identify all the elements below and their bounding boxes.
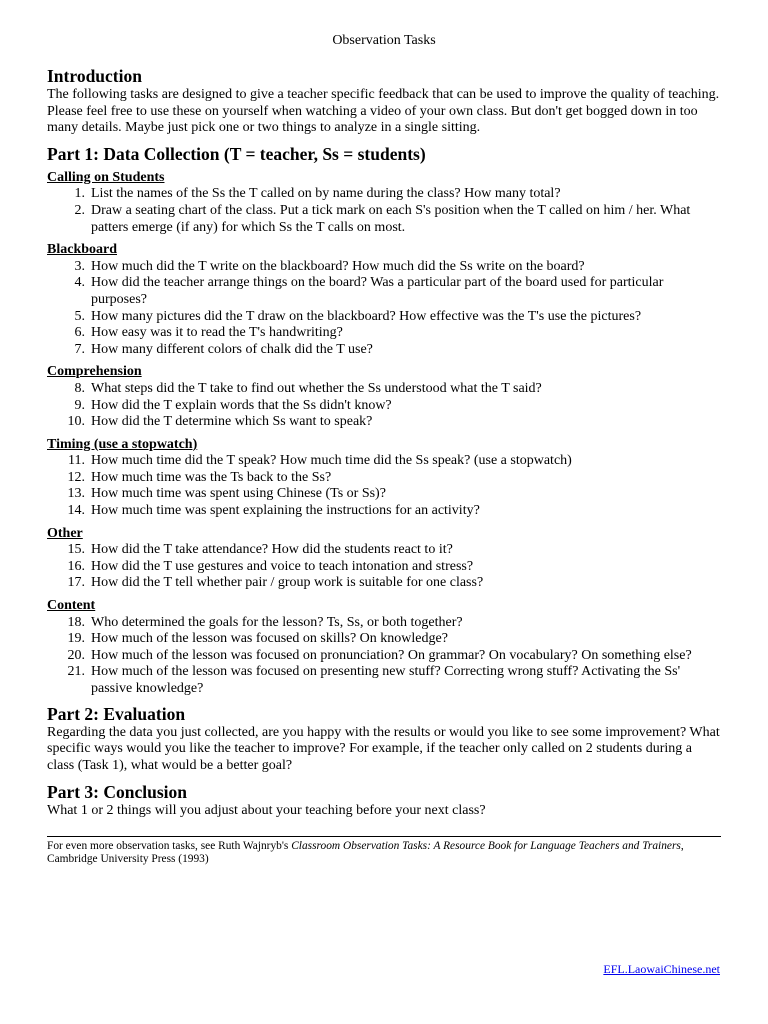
part2-heading: Part 2: Evaluation [47, 703, 186, 724]
item-text: How did the T tell whether pair / group work is suitable for one class? [91, 575, 484, 591]
item-number: 13. [67, 486, 85, 502]
list-item [47, 275, 721, 308]
section [47, 364, 721, 430]
item-number: 18. [67, 614, 85, 630]
item-text: How much of the lesson was focused on pronunciation? On grammar? On vocabulary? On something else? [91, 647, 692, 663]
part1-heading: Part 1: Data Collection (T = teacher, Ss = students) [47, 143, 426, 164]
list-item [47, 453, 721, 470]
part3-text: What 1 or 2 things will you adjust about your teaching before your next class? [47, 803, 486, 819]
item-text: How many pictures did the T draw on the blackboard? How effective was the T's use the pictures? [91, 308, 642, 324]
item-text: How much time was spent explaining the instructions for an activity? [91, 503, 480, 519]
footnote-prefix: For even more observation tasks, see Ruth Wajnryb's [47, 839, 292, 852]
item-text: How did the T take attendance? How did the students react to it? [91, 542, 453, 558]
item-number: 5. [74, 308, 85, 324]
item-text: How did the T explain words that the Ss didn't know? [91, 397, 392, 413]
item-text: What steps did the T take to find out whether the Ss understood what the T said? [91, 380, 542, 396]
section [47, 170, 721, 236]
item-number: 4. [74, 275, 85, 291]
section-heading: Comprehension [47, 364, 142, 380]
item-number: 3. [74, 258, 85, 274]
section-heading: Other [47, 525, 83, 541]
item-text: List the names of the Ss the T called on by name during the class? How many total? [91, 186, 561, 202]
footnote-book-title: Classroom Observation Tasks: A Resource Book for Language Teachers and Trainers [291, 839, 681, 852]
document-page [47, 32, 721, 867]
list-item [47, 414, 721, 431]
list-item [47, 648, 721, 665]
item-number: 17. [67, 575, 85, 591]
task-list [47, 186, 721, 236]
list-item [47, 381, 721, 398]
list-item [47, 631, 721, 648]
footnote [47, 840, 721, 867]
item-number: 1. [74, 186, 85, 202]
list-item [47, 615, 721, 632]
list-item [47, 664, 721, 697]
item-text: How did the teacher arrange things on the board? Was a particular part of the board used for particular purposes? [91, 275, 664, 307]
site-link[interactable]: EFL.LaowaiChinese.net [603, 962, 720, 976]
section-heading: Calling on Students [47, 169, 165, 185]
part1-sections [47, 170, 721, 698]
list-item [47, 186, 721, 203]
item-text: Who determined the goals for the lesson? Ts, Ss, or both together? [91, 614, 463, 630]
list-item [47, 342, 721, 359]
item-number: 15. [67, 542, 85, 558]
item-text: Draw a seating chart of the class. Put a tick mark on each S's position when the T called on him / her. What patters emerge (if any) for which Ss the T calls on most. [91, 202, 691, 235]
list-item [47, 203, 721, 236]
item-number: 2. [74, 202, 85, 218]
task-list [47, 259, 721, 359]
part3-heading: Part 3: Conclusion [47, 782, 187, 803]
task-list [47, 453, 721, 519]
list-item [47, 309, 721, 326]
item-number: 20. [67, 647, 85, 663]
list-item [47, 542, 721, 559]
item-number: 21. [67, 664, 85, 680]
item-text: How much time was the Ts back to the Ss? [91, 469, 332, 485]
item-number: 6. [74, 325, 85, 341]
item-number: 7. [74, 341, 85, 357]
section-heading: Content [47, 598, 96, 614]
list-item [47, 559, 721, 576]
introduction-text: The following tasks are designed to give a teacher specific feedback that can be used to improve the quality of teaching. Please feel free to use these on yourself when watching a video of your own class. But don't get bogged down in too many details. Maybe just pick one or two things to analyze in a single sitting. [47, 87, 720, 136]
item-number: 11. [68, 453, 85, 469]
document-title: Observation Tasks [332, 33, 436, 48]
item-number: 12. [67, 469, 85, 485]
list-item [47, 325, 721, 342]
item-text: How much time was spent using Chinese (Ts or Ss)? [91, 486, 386, 502]
list-item [47, 503, 721, 520]
section [47, 242, 721, 358]
footnote-divider [47, 836, 721, 837]
item-number: 19. [67, 631, 85, 647]
item-number: 9. [74, 397, 85, 413]
item-text: How many different colors of chalk did the T use? [91, 341, 373, 357]
part2-text: Regarding the data you just collected, are you happy with the results or would you like to see some improvement? What specific ways would you like the teacher to improve? For example, if the teacher only called on 2 students during a class (Task 1), what would be a better goal? [47, 724, 720, 773]
list-item [47, 486, 721, 503]
list-item [47, 259, 721, 276]
section-heading: Blackboard [47, 242, 118, 258]
footnote-suffix: , Cambridge University Press (1993) [47, 839, 684, 866]
item-text: How did the T determine which Ss want to speak? [91, 414, 373, 430]
section-heading: Timing (use a stopwatch) [47, 436, 198, 452]
task-list [47, 381, 721, 431]
item-text: How much of the lesson was focused on presenting new stuff? Correcting wrong stuff? Activating the Ss' passive knowledge? [91, 664, 681, 696]
task-list [47, 542, 721, 592]
section [47, 526, 721, 592]
item-number: 8. [74, 380, 85, 396]
item-text: How much did the T write on the blackboard? How much did the Ss write on the board? [91, 258, 585, 274]
item-text: How easy was it to read the T's handwriting? [91, 325, 343, 341]
item-number: 10. [67, 414, 85, 430]
item-text: How did the T use gestures and voice to teach intonation and stress? [91, 558, 474, 574]
task-list [47, 615, 721, 698]
list-item [47, 398, 721, 415]
list-item [47, 470, 721, 487]
item-number: 14. [67, 503, 85, 519]
section [47, 437, 721, 520]
introduction-heading: Introduction [47, 66, 142, 86]
item-text: How much time did the T speak? How much time did the Ss speak? (use a stopwatch) [91, 453, 572, 469]
list-item [47, 575, 721, 592]
section [47, 598, 721, 698]
item-text: How much of the lesson was focused on skills? On knowledge? [91, 631, 448, 647]
item-number: 16. [67, 558, 85, 574]
